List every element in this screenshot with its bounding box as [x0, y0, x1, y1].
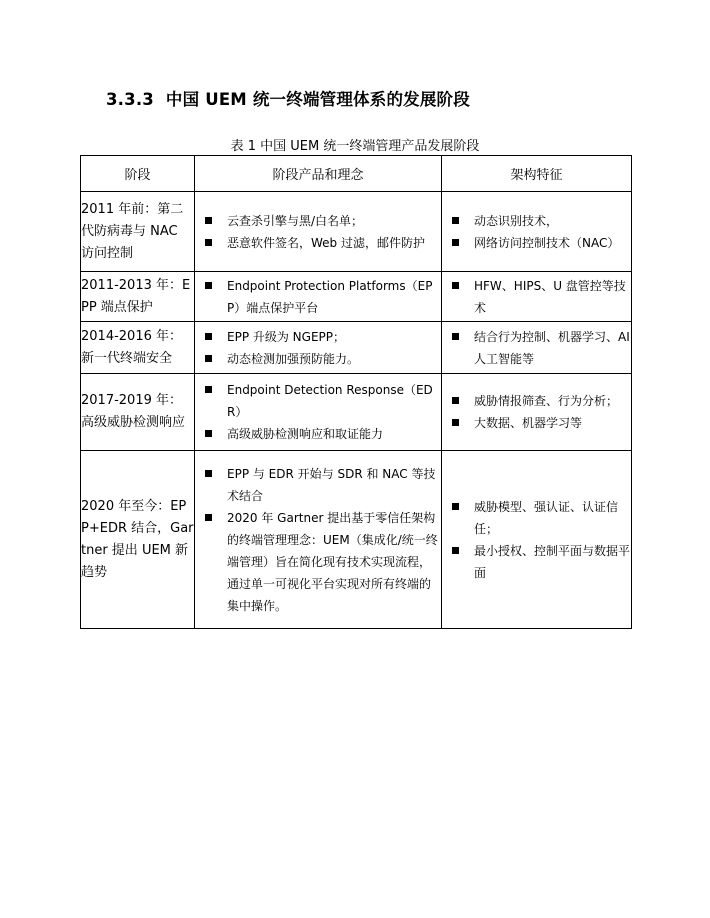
square-bullet-icon	[452, 503, 459, 510]
architecture-cell	[442, 374, 632, 451]
square-bullet-icon	[452, 282, 459, 289]
table-row	[81, 272, 632, 322]
table-row	[81, 322, 632, 374]
stage-cell: 2017-2019 年：高级威胁检测响应	[81, 374, 195, 451]
product-text: 高级威胁检测响应和取证能力	[227, 427, 384, 441]
square-bullet-icon	[452, 333, 459, 340]
list-item	[195, 463, 441, 507]
square-bullet-icon	[205, 386, 212, 393]
architecture-text: 威胁情报筛查、行为分析；	[474, 394, 619, 408]
products-cell	[195, 322, 442, 374]
square-bullet-icon	[452, 419, 459, 426]
square-bullet-icon	[452, 397, 459, 404]
table-row	[81, 451, 632, 629]
stage-cell: 2014-2016 年：新一代终端安全	[81, 322, 195, 374]
square-bullet-icon	[205, 239, 212, 246]
product-text: Endpoint Protection Platforms（EPP）端点保护平台	[227, 278, 433, 315]
architecture-cell	[442, 272, 632, 322]
square-bullet-icon	[452, 217, 459, 224]
list-item	[442, 390, 631, 412]
square-bullet-icon	[452, 547, 459, 554]
square-bullet-icon	[205, 217, 212, 224]
product-text: 云查杀引擎与黑/白名单；	[227, 213, 364, 228]
product-text: EPP 与 EDR 开始与 SDR 和 NAC 等技术结合	[227, 466, 436, 503]
stage-cell: 2020 年至今：EPP+EDR 结合，Gartner 提出 UEM 新趋势	[81, 451, 195, 629]
square-bullet-icon	[205, 430, 212, 437]
list-item	[195, 507, 441, 617]
product-text: 2020 年 Gartner 提出基于零信任架构的终端管理理念：UEM（集成化/统一终端管理）旨在简化现有技术实现流程，通过单一可视化平台实现对所有终端的集中操作。	[227, 510, 438, 613]
stage-cell: 2011-2013 年：EPP 端点保护	[81, 272, 195, 322]
architecture-text: 最小授权、控制平面与数据平面	[474, 543, 631, 580]
architecture-cell	[442, 192, 632, 272]
list-item	[195, 210, 441, 232]
list-item	[195, 348, 441, 370]
product-text: 动态检测加强预防能力。	[227, 351, 360, 366]
list-item	[195, 232, 441, 254]
list-item	[442, 210, 631, 232]
header-products: 阶段产品和理念	[195, 156, 442, 192]
list-item	[195, 326, 441, 348]
table-row	[81, 374, 632, 451]
architecture-text: 威胁模型、强认证、认证信任；	[474, 499, 619, 536]
list-item	[442, 540, 631, 584]
stage-cell: 2011 年前：第二代防病毒与 NAC 访问控制	[81, 192, 195, 272]
products-cell	[195, 374, 442, 451]
square-bullet-icon	[205, 355, 212, 362]
products-cell	[195, 192, 442, 272]
architecture-cell	[442, 451, 632, 629]
header-architecture: 架构特征	[442, 156, 632, 192]
section-number: 3.3.3	[106, 90, 154, 109]
header-stage: 阶段	[81, 156, 195, 192]
list-item	[195, 275, 441, 319]
architecture-text: 结合行为控制、机器学习、AI 人工智能等	[474, 329, 630, 366]
list-item	[195, 379, 441, 423]
square-bullet-icon	[205, 470, 212, 477]
list-item	[442, 326, 631, 370]
architecture-text: 大数据、机器学习等	[474, 416, 583, 430]
stages-table	[80, 155, 632, 629]
square-bullet-icon	[452, 239, 459, 246]
product-text: Endpoint Detection Response（EDR）	[227, 383, 433, 419]
square-bullet-icon	[205, 282, 212, 289]
products-cell	[195, 272, 442, 322]
table-row	[81, 192, 632, 272]
products-cell	[195, 451, 442, 629]
product-text: EPP 升级为 NGEPP；	[227, 329, 346, 344]
product-text: 恶意软件签名，Web 过滤，邮件防护	[227, 235, 425, 250]
section-heading	[106, 86, 470, 110]
list-item	[442, 275, 631, 319]
architecture-cell	[442, 322, 632, 374]
architecture-text: 网络访问控制技术（NAC）	[474, 235, 620, 250]
architecture-text: 动态识别技术，	[474, 213, 559, 228]
list-item	[195, 423, 441, 445]
list-item	[442, 496, 631, 540]
square-bullet-icon	[205, 514, 212, 521]
table-header-row	[81, 156, 632, 192]
list-item	[442, 412, 631, 434]
architecture-text: HFW、HIPS、U 盘管控等技术	[474, 278, 626, 315]
list-item	[442, 232, 631, 254]
square-bullet-icon	[205, 333, 212, 340]
table-caption: 表 1 中国 UEM 统一终端管理产品发展阶段	[230, 139, 480, 154]
section-title: 中国 UEM 统一终端管理体系的发展阶段	[165, 90, 470, 109]
